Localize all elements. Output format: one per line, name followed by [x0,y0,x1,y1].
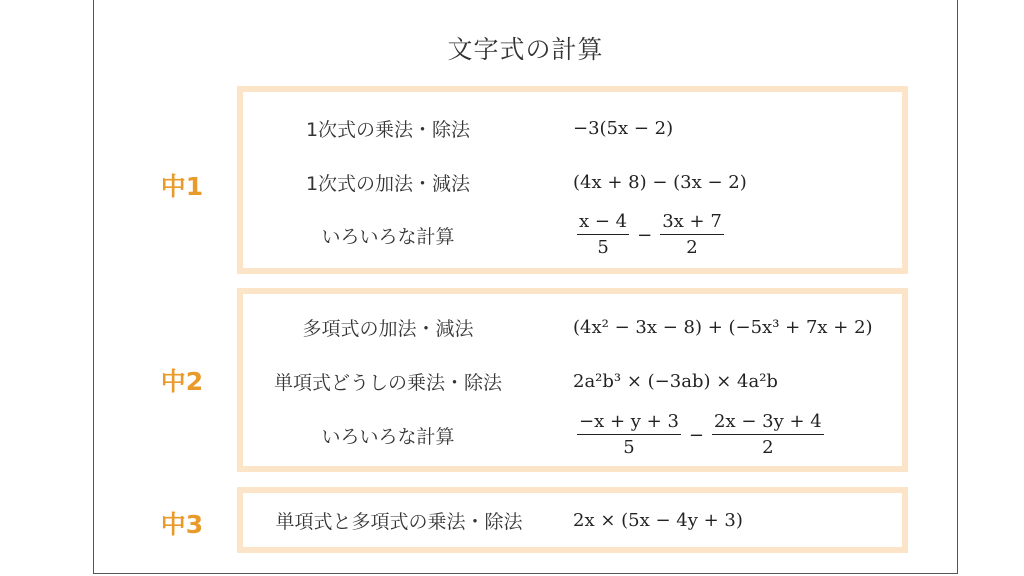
group-box-grade2 [237,288,908,472]
topic-label: 単項式と多項式の乗法・除法 [275,510,523,533]
grade-label-2: 中2 [160,367,204,396]
math-expression: (4x + 8) − (3x − 2) [573,171,747,193]
list-item [243,302,902,352]
list-item [243,356,902,406]
fraction-denominator: 5 [623,436,635,458]
fraction-numerator: −x + y + 3 [577,410,681,435]
math-expression: −3(5x − 2) [573,117,674,139]
group-box-grade1 [237,86,908,274]
fraction-numerator: 3x + 7 [660,210,724,235]
fraction-numerator: x − 4 [577,210,629,235]
math-expression: 2x × (5x − 4y + 3) [573,509,743,531]
list-item [243,495,902,545]
math-expression: 2a²b³ × (−3ab) × 4a²b [573,370,778,392]
fraction-denominator: 2 [762,436,774,458]
group-box-grade3 [237,487,908,553]
topic-label: いろいろな計算 [321,425,455,448]
fraction-numerator: 2x − 3y + 4 [712,410,824,435]
topic-label: 1次式の加法・減法 [305,172,471,195]
grade-label-1: 中1 [160,172,204,201]
fraction-denominator: 2 [686,236,698,258]
fraction [577,410,681,461]
topic-label: 多項式の加法・減法 [302,317,474,340]
math-expression [573,204,728,266]
math-expression [573,404,828,466]
topic-label: 単項式どうしの乗法・除法 [273,371,502,394]
math-expression: (4x² − 3x − 8) + (−5x³ + 7x + 2) [573,316,873,338]
topic-label: 1次式の乗法・除法 [305,118,471,141]
list-item [243,103,902,153]
page-title: 文字式の計算 [447,35,604,64]
fraction [577,210,629,261]
operator: − [688,424,704,446]
operator: − [637,224,653,246]
list-item [243,204,902,266]
slide [93,0,958,574]
fraction [660,210,724,261]
list-item [243,404,902,466]
list-item [243,157,902,207]
fraction-denominator: 5 [597,236,609,258]
fraction [712,410,824,461]
grade-label-3: 中3 [160,510,204,539]
topic-label: いろいろな計算 [321,225,455,248]
